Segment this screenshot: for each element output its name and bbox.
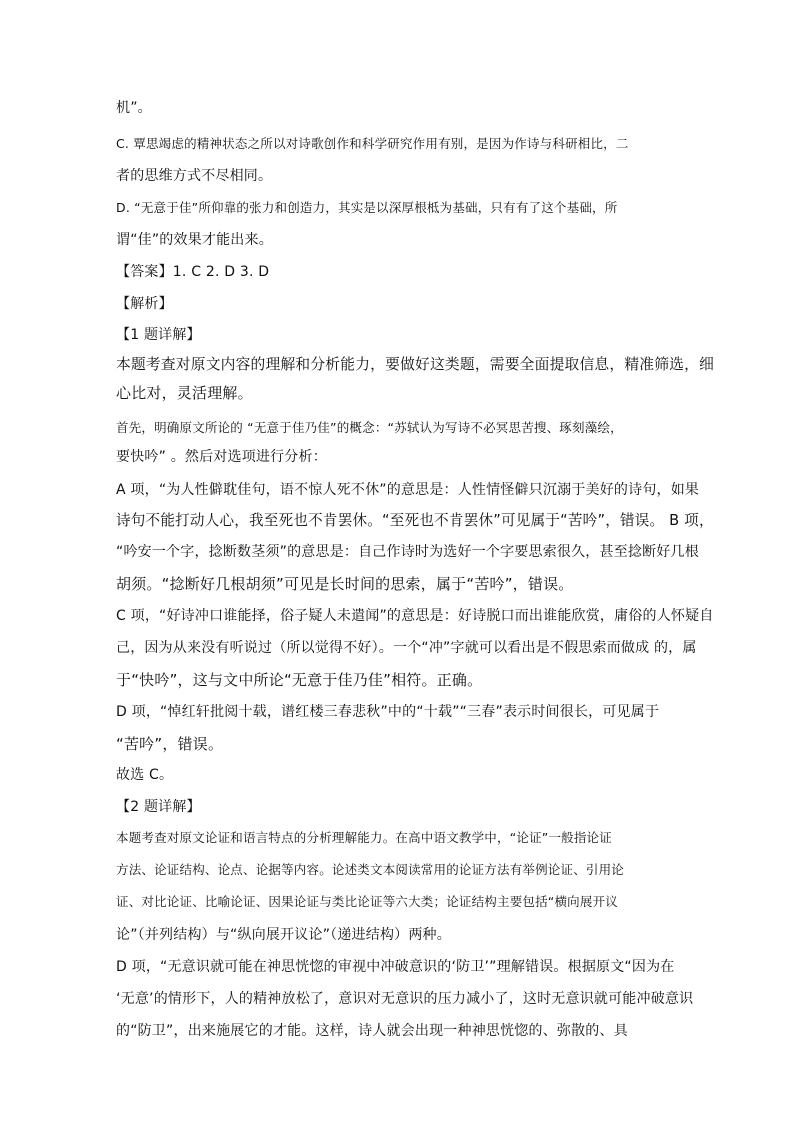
paragraph-line: 己，因为从来没有听说过（所以觉得不好）。一个“冲”字就可以看出是不假思索而做成 的，属 xyxy=(116,640,697,656)
q1-heading: 【1 题详解】 xyxy=(116,327,201,343)
option-c-line: C. 覃思竭虑的精神状态之所以对诗歌创作和科学研究作用有别，是因为作诗与科研相比，二 xyxy=(116,136,629,151)
paragraph-line: “苦吟”，错误。 xyxy=(116,735,224,753)
paragraph-line: 心比对，灵活理解。 xyxy=(116,384,253,402)
option-d-line: D. “无意于佳”所仰靠的张力和创造力，其实是以深厚根柢为基础，只有有了这个基础，所 xyxy=(116,200,618,215)
answer-line: 【答案】1. C 2. D 3. D xyxy=(116,264,270,280)
text-line: 者的思维方式不尽相同。 xyxy=(116,168,273,184)
paragraph-line: D 项，“无意识就可能在神思恍惚的审视中冲破意识的‘防卫’”理解错误。根据原文“因为在 xyxy=(116,959,675,975)
paragraph-line: “吟安一个字，捻断数茎须”的意思是：自己作诗时为选好一个字要思索很久，甚至捻断好几根 xyxy=(116,544,699,560)
paragraph-line: D 项，“悼红轩批阅十载，谱红楼三春悲秋”中的“十载”“三春”表示时间很长，可见属于 xyxy=(116,704,660,720)
paragraph-line: 本题考查对原文论证和语言特点的分析理解能力。在高中语文教学中，“论证”一般指论证 xyxy=(116,830,612,845)
paragraph-line: 论”（并列结构）与“纵向展开议论”（递进结构）两种。 xyxy=(116,927,451,943)
paragraph-line: 胡须。“捻断好几根胡须”可见是长时间的思索，属于“苦吟”，错误。 xyxy=(116,575,574,593)
paragraph-line: 的“防卫”，出来施展它的才能。这样，诗人就会出现一种神思恍惚的、弥散的、具 xyxy=(116,1023,628,1039)
paragraph-line: 故选 C。 xyxy=(116,767,174,783)
paragraph-line: 方法、论证结构、论点、论据等内容。论述类文本阅读常用的论证方法有举例论证、引用论 xyxy=(116,862,625,877)
paragraph-line: C 项，“好诗冲口谁能择，俗子疑人未遣闻”的意思是：好诗脱口而出谁能欣赏，庸俗的人怀疑自 xyxy=(116,608,714,624)
text-line: 谓“佳”的效果才能出来。 xyxy=(116,232,273,248)
paragraph-line: 诗句不能打动人心，我至死也不肯罢休。“至死也不肯罢休”可见属于“苦吟”，错误。 B 项， xyxy=(116,511,714,529)
q2-heading: 【2 题详解】 xyxy=(116,799,201,815)
text-line: 机”。 xyxy=(116,100,152,116)
paragraph-line: 要快吟” 。然后对选项进行分析： xyxy=(116,449,327,465)
paragraph-line: A 项，“为人性僻耽佳句，语不惊人死不休”的意思是：人性情怪僻只沉溺于美好的诗句，如果 xyxy=(116,482,700,498)
paragraph-line: 本题考查对原文内容的理解和分析能力，要做好这类题，需要全面提取信息，精准筛选，细 xyxy=(116,355,715,373)
paragraph-line: ‘无意’的情形下，人的精神放松了，意识对无意识的压力减小了，这时无意识就可能冲破意识 xyxy=(116,991,694,1007)
paragraph-line: 证、对比论证、比喻论证、因果论证与类比论证等六大类；论证结构主要包括“横向展开议 xyxy=(116,894,618,909)
paragraph-line: 首先，明确原文所论的 “无意于佳乃佳”的概念：“苏轼认为写诗不必冥思苦搜、琢刻藻绘， xyxy=(116,420,623,435)
paragraph-line: 于“快吟”，这与文中所论“无意于佳乃佳”相符。正确。 xyxy=(116,671,483,689)
analysis-heading: 【解析】 xyxy=(116,296,173,312)
